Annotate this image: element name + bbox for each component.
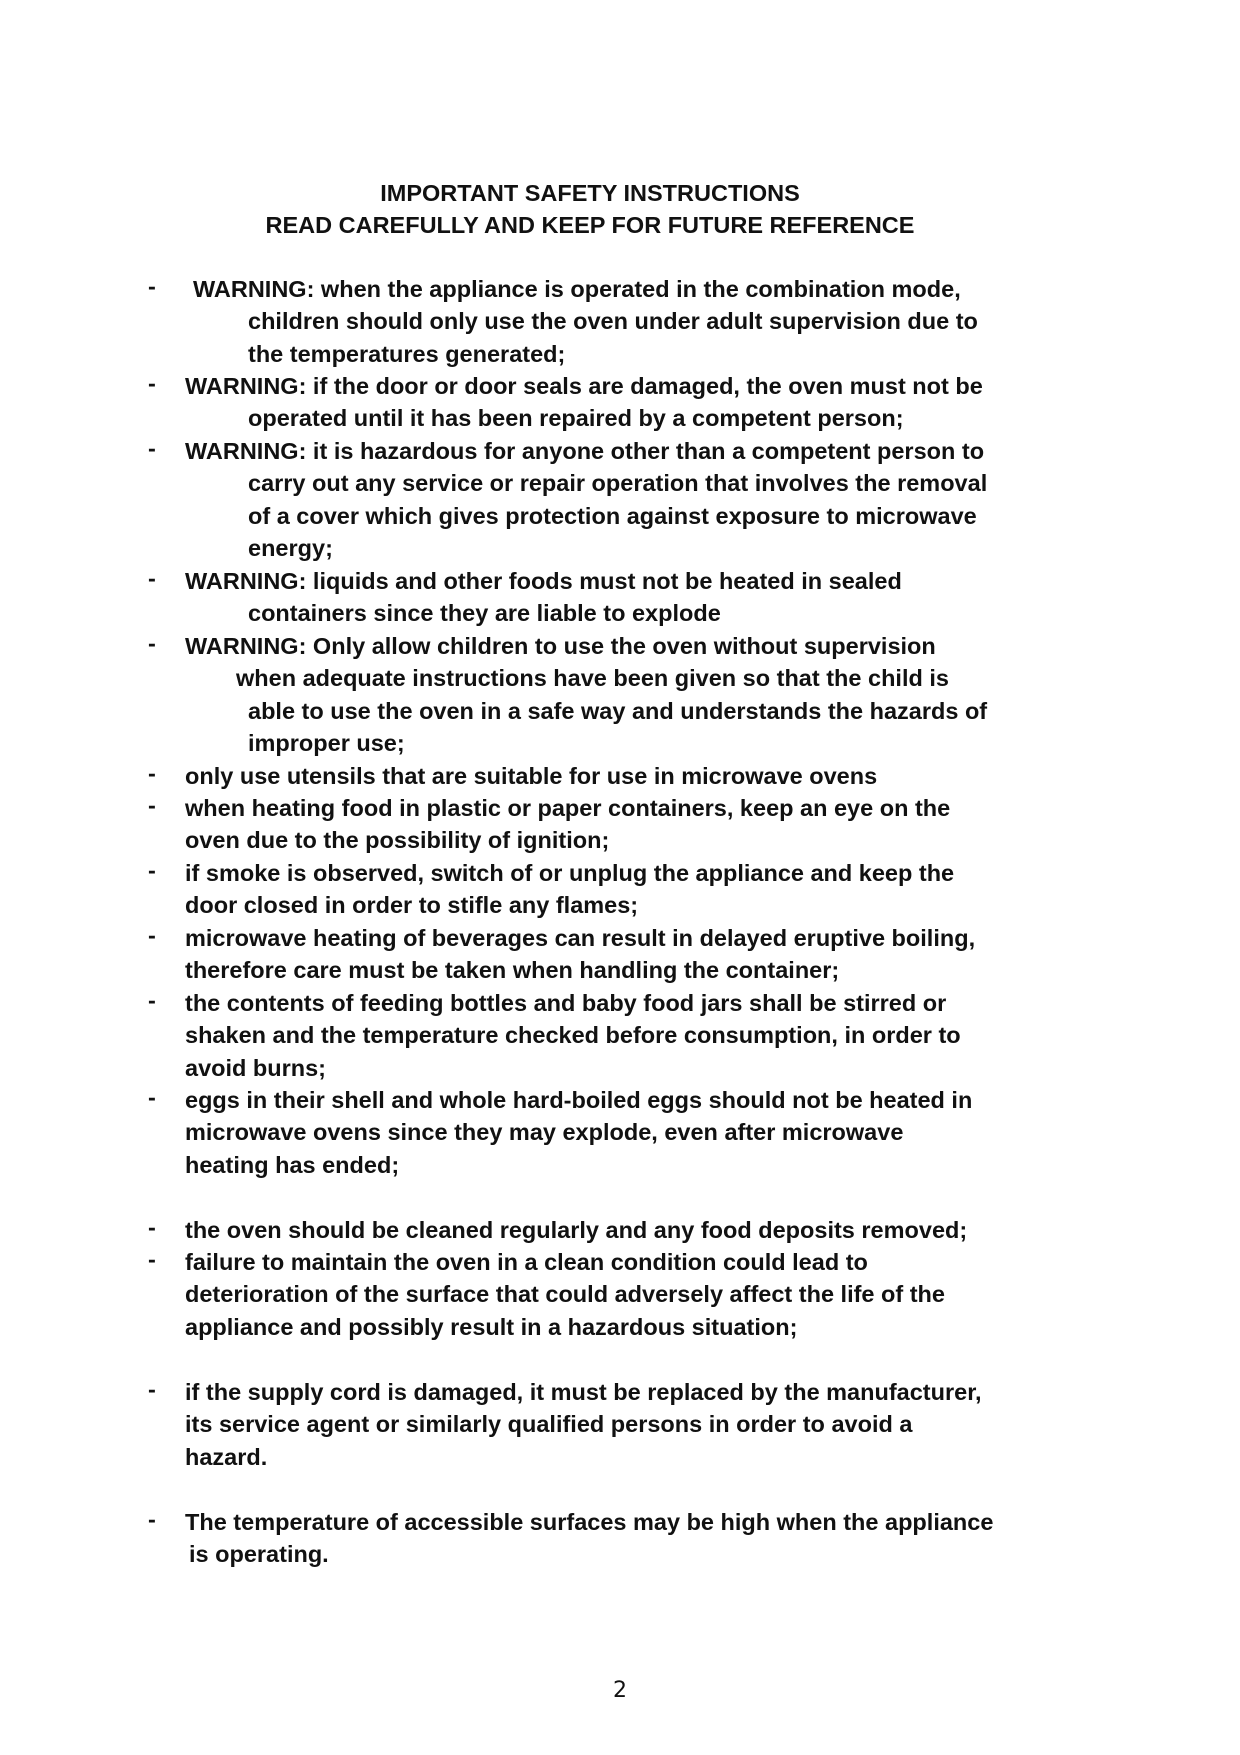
bullet-dash: - xyxy=(148,1214,156,1240)
instruction-line: operated until it has been repaired by a competent person; xyxy=(248,405,904,432)
instruction-line: when adequate instructions have been given so that the child is xyxy=(236,665,949,692)
instruction-line: containers since they are liable to explode xyxy=(248,600,721,627)
document-subtitle: READ CAREFULLY AND KEEP FOR FUTURE REFERENCE xyxy=(265,212,915,238)
instruction-line: heating has ended; xyxy=(185,1151,400,1178)
instruction-line: carry out any service or repair operation that involves the removal xyxy=(248,470,988,497)
instruction-line: eggs in their shell and whole hard-boiled eggs should not be heated in xyxy=(185,1087,973,1113)
bullet-dash: - xyxy=(148,792,156,818)
instruction-line: appliance and possibly result in a hazardous situation; xyxy=(185,1313,798,1340)
bullet-dash: - xyxy=(148,1506,156,1532)
bullet-dash: - xyxy=(148,922,156,948)
instruction-line: WARNING: when the appliance is operated in the combination mode, xyxy=(193,276,961,302)
instruction-line: failure to maintain the oven in a clean condition could lead to xyxy=(185,1249,868,1275)
bullet-dash: - xyxy=(148,1246,156,1272)
bullet-dash: - xyxy=(148,1376,156,1402)
instruction-line: hazard. xyxy=(185,1443,268,1470)
instruction-line: the oven should be cleaned regularly and any food deposits removed; xyxy=(185,1217,968,1243)
bullet-dash: - xyxy=(148,1084,156,1110)
bullet-dash: - xyxy=(148,630,156,656)
instruction-line: only use utensils that are suitable for use in microwave ovens xyxy=(185,763,878,789)
instruction-line: WARNING: Only allow children to use the oven without supervision xyxy=(185,633,936,659)
instruction-line: the temperatures generated; xyxy=(248,340,566,367)
instruction-line: if the supply cord is damaged, it must be replaced by the manufacturer, xyxy=(185,1379,982,1405)
bullet-dash: - xyxy=(148,370,156,396)
document-title: IMPORTANT SAFETY INSTRUCTIONS xyxy=(380,180,800,206)
bullet-dash: - xyxy=(148,760,156,786)
instruction-line: microwave ovens since they may explode, even after microwave xyxy=(185,1119,904,1146)
instruction-line: improper use; xyxy=(248,730,405,757)
instruction-line: when heating food in plastic or paper containers, keep an eye on the xyxy=(185,795,951,821)
instruction-line: its service agent or similarly qualified persons in order to avoid a xyxy=(185,1411,913,1438)
bullet-dash: - xyxy=(148,435,156,461)
instruction-line: WARNING: it is hazardous for anyone other than a competent person to xyxy=(185,438,985,464)
instruction-line: of a cover which gives protection against exposure to microwave xyxy=(248,502,977,529)
instruction-line: if smoke is observed, switch of or unplug the appliance and keep the xyxy=(185,860,955,886)
instruction-line: energy; xyxy=(248,535,333,562)
instruction-line: shaken and the temperature checked before consumption, in order to xyxy=(185,1022,961,1049)
instruction-line: able to use the oven in a safe way and understands the hazards of xyxy=(248,697,988,724)
instruction-line: WARNING: liquids and other foods must not be heated in sealed xyxy=(185,568,902,594)
instruction-line: oven due to the possibility of ignition; xyxy=(185,827,610,854)
instruction-line: door closed in order to stifle any flames; xyxy=(185,892,639,919)
instruction-line: microwave heating of beverages can result in delayed eruptive boiling, xyxy=(185,925,976,951)
bullet-dash: - xyxy=(148,273,156,299)
instruction-line: WARNING: if the door or door seals are damaged, the oven must not be xyxy=(185,373,983,399)
instruction-line: the contents of feeding bottles and baby food jars shall be stirred or xyxy=(185,990,947,1016)
instruction-line: children should only use the oven under adult supervision due to xyxy=(248,308,978,335)
bullet-dash: - xyxy=(148,857,156,883)
bullet-dash: - xyxy=(148,565,156,591)
page-number: 2 xyxy=(613,1678,627,1703)
instruction-line: deterioration of the surface that could adversely affect the life of the xyxy=(185,1281,945,1308)
bullet-dash: - xyxy=(148,987,156,1013)
instruction-line: The temperature of accessible surfaces may be high when the appliance xyxy=(185,1509,994,1535)
instruction-line: avoid burns; xyxy=(185,1054,327,1081)
instruction-line: therefore care must be taken when handling the container; xyxy=(185,957,840,984)
instruction-line: is operating. xyxy=(189,1541,329,1568)
